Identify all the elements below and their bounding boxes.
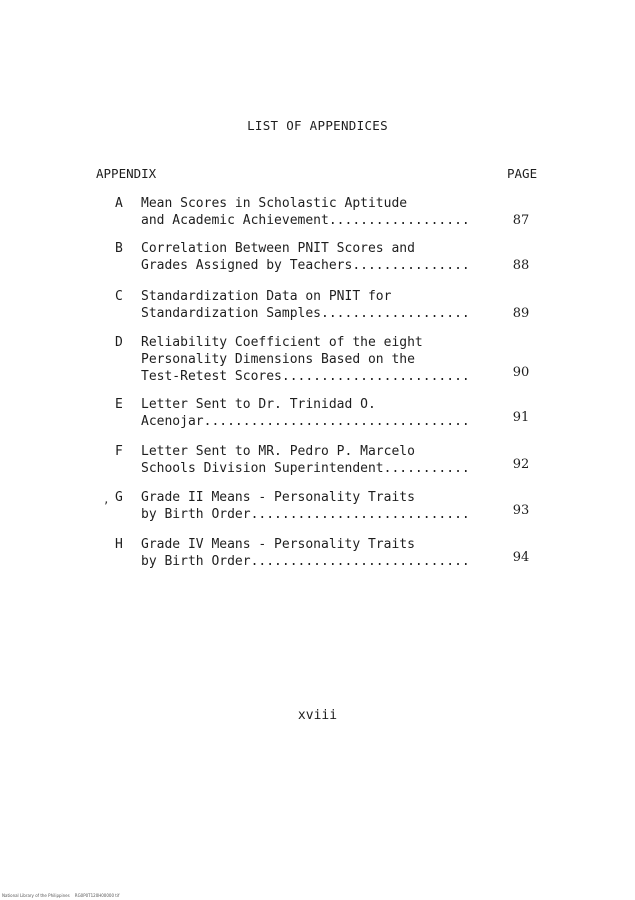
appendix-letter: B [115,241,123,256]
appendix-page-number: 89 [512,306,530,321]
appendix-title-line: Letter Sent to MR. Pedro P. Marcelo [141,444,415,459]
appendix-letter: H [115,537,123,552]
page-title: LIST OF APPENDICES [247,118,388,133]
appendix-title-line: and Academic Achievement.................. [141,213,470,228]
page-number-footer: xviii [297,708,338,723]
appendix-column-heading: APPENDIX [96,166,157,181]
appendix-title-line: Reliability Coefficient of the eight [141,335,423,350]
appendix-title-line: Grade II Means - Personality Traits [141,490,415,505]
appendix-title-line: Correlation Between PNIT Scores and [141,241,415,256]
appendix-letter: D [115,335,123,350]
appendix-letter: F [115,444,123,459]
appendix-title-line: Grade IV Means - Personality Traits [141,537,415,552]
appendix-title-line: Standardization Data on PNIT for [141,289,392,304]
appendix-page-number: 88 [512,258,530,273]
appendix-page-number: 92 [512,457,530,472]
appendix-title-line: Personality Dimensions Based on the [141,352,415,367]
appendix-title-line: by Birth Order............................ [141,507,470,522]
appendix-title-line: by Birth Order............................ [141,554,470,569]
appendix-title-line: Standardization Samples................... [141,306,470,321]
appendix-page-number: 94 [512,550,530,565]
appendix-page-number: 87 [512,213,530,228]
appendix-letter: G [115,490,123,505]
appendix-page-number: 91 [512,410,530,425]
page-column-heading: PAGE [507,166,538,181]
appendix-letter: C [115,289,123,304]
appendix-letter: E [115,397,123,412]
appendix-title-line: Schools Division Superintendent........... [141,461,470,476]
appendix-page-number: 93 [512,503,530,518]
appendix-letter: A [115,196,123,211]
appendix-title-line: Mean Scores in Scholastic Aptitude [141,196,408,211]
appendix-title-line: Grades Assigned by Teachers............... [141,258,470,273]
appendix-title-line: Test-Retest Scores........................ [141,369,470,384]
appendix-title-line: Letter Sent to Dr. Trinidad O. [141,397,376,412]
appendix-title-line: Acenojar.................................. [141,414,470,429]
scan-mark: ‚ [103,493,110,506]
appendix-page-number: 90 [512,365,530,380]
scan-credit: National Library of the Philippines RG0P0T120H00000 tif [2,893,120,898]
